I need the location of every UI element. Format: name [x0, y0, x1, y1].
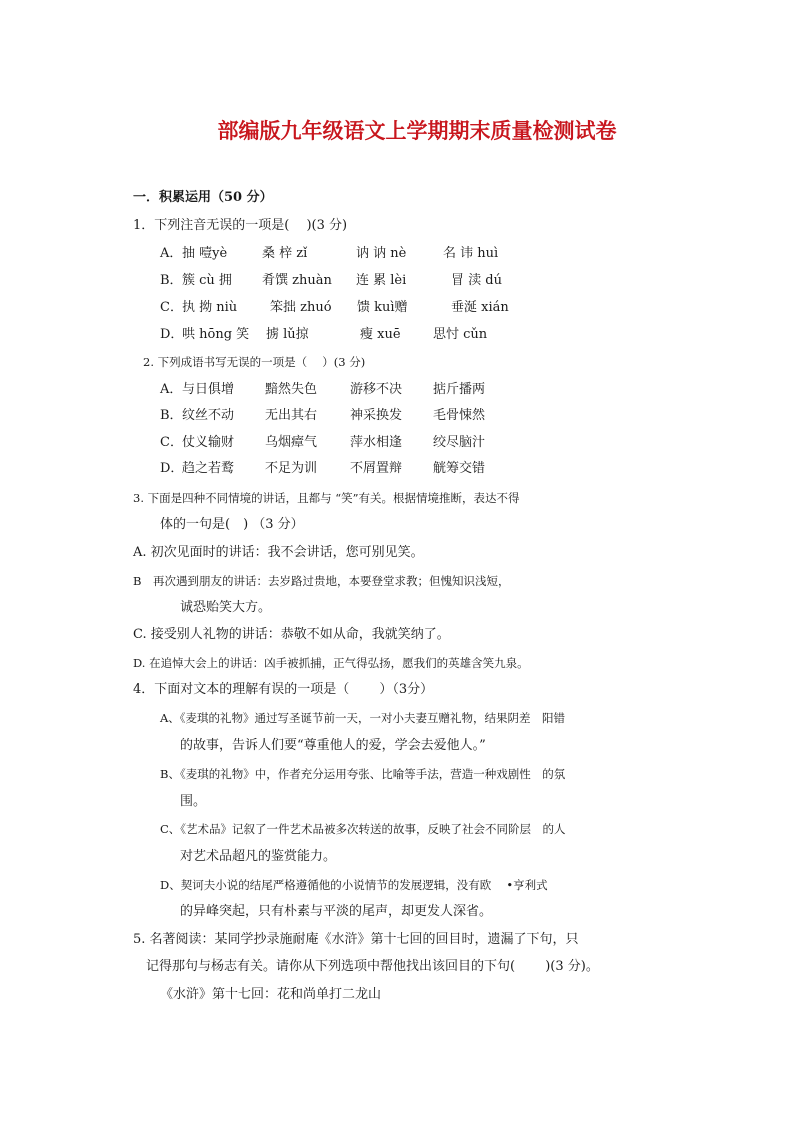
option-label: D．: [160, 327, 184, 342]
option-item: 抽 噎yè: [182, 246, 228, 261]
option-item: 绞尽脑汁: [433, 435, 486, 450]
question-1-stem: 1．下列注音无误的一项是( )(3 分): [133, 218, 348, 233]
question-3-option-a: A. 初次见面时的讲话：我不会讲话，您可别见笑。: [133, 545, 424, 560]
option-item: 连 累 lèi: [356, 273, 407, 288]
option-item: 瘦 xuē: [360, 327, 401, 342]
question-4-option-a-cont: 的故事，告诉人们要“尊重他人的爱，学会去爱他人。”: [180, 738, 486, 753]
question-4-option-c: C、《艺术品》记叙了一件艺术品被多次转送的故事，反映了社会不同阶层 的人: [160, 822, 566, 836]
question-3-stem: 3. 下面是四种不同情境的讲话，且都与 “笑”有关。根据情境推断，表达不得: [133, 491, 520, 505]
question-3-stem-cont: 体的一句是( ) （3 分）: [160, 517, 304, 532]
question-5-chapter-line: 《水浒》第十七回：花和尚单打二龙山: [160, 987, 382, 1002]
question-4-option-c-cont: 对艺术品超凡的鉴赏能力。: [180, 849, 337, 864]
option-label: B．: [160, 408, 183, 423]
option-item: 讷 讷 nè: [356, 246, 407, 261]
option-label: D．: [160, 461, 184, 476]
question-4-stem: 4．下面对文本的理解有误的一项是（ ）（3分）: [133, 682, 434, 697]
option-item: 掳 lǔ掠: [266, 327, 309, 342]
page-title: 部编版九年级语文上学期期末质量检测试卷: [217, 119, 617, 143]
question-3-option-b-cont: 诚恐贻笑大方。: [180, 600, 272, 615]
option-item: 神采换发: [350, 408, 403, 423]
option-item: 不足为训: [265, 461, 318, 476]
option-item: 冒 渎 dú: [451, 273, 502, 288]
option-item: 执 拗 niù: [182, 300, 238, 315]
option-item: 黯然失色: [265, 382, 318, 397]
question-3-option-b: B 再次遇到朋友的讲话：去岁路过贵地，本要登堂求教；但愧知识浅短，: [133, 574, 510, 588]
option-label: B．: [160, 273, 183, 288]
option-item: 掂斤播两: [433, 382, 486, 397]
option-label: A．: [160, 246, 183, 261]
option-label: A．: [160, 382, 183, 397]
option-item: 与日俱增: [182, 382, 235, 397]
option-item: 桑 梓 zǐ: [262, 246, 308, 261]
option-item: 肴馔 zhuàn: [262, 273, 332, 288]
option-item: 思忖 cǔn: [433, 327, 488, 342]
option-item: 簇 cù 拥: [182, 273, 232, 288]
option-item: 哄 hōng 笑: [182, 327, 250, 342]
option-item: 纹丝不动: [182, 408, 235, 423]
question-5-stem: 5. 名著阅读：某同学抄录施耐庵《水浒》第十七回的回目时，遗漏了下句，只: [133, 932, 579, 947]
question-4-option-d-cont: 的异峰突起，只有朴素与平淡的尾声，却更发人深省。: [180, 904, 493, 919]
question-3-option-c: C. 接受别人礼物的讲话：恭敬不如从命，我就笑纳了。: [133, 627, 450, 642]
option-label: C．: [160, 300, 183, 315]
option-item: 毛骨悚然: [433, 408, 486, 423]
section-heading: 一．积累运用（50 分）: [133, 190, 273, 205]
option-item: 游移不决: [350, 382, 403, 397]
option-item: 萍水相逢: [350, 435, 403, 450]
option-item: 仗义输财: [182, 435, 235, 450]
question-2-stem: 2. 下列成语书写无误的一项是（ ）(3 分): [143, 355, 366, 369]
option-item: 名 讳 huì: [443, 246, 499, 261]
option-item: 馈 kuì赠: [357, 300, 408, 315]
question-4-option-b-cont: 围。: [180, 794, 207, 809]
option-item: 笨拙 zhuó: [270, 300, 332, 315]
option-item: 乌烟瘴气: [265, 435, 318, 450]
question-4-option-a: A、《麦琪的礼物》通过写圣诞节前一天，一对小夫妻互赠礼物，结果阴差 阳错: [160, 711, 566, 725]
question-5-stem-cont: 记得那句与杨志有关。请你从下列选项中帮他找出该回目的下句( )(3 分)。: [146, 959, 599, 974]
option-item: 不屑置辩: [350, 461, 403, 476]
question-3-option-d: D. 在追悼大会上的讲话：凶手被抓捕，正气得弘扬，愿我们的英雄含笑九泉。: [133, 656, 529, 670]
option-item: 无出其右: [265, 408, 318, 423]
question-4-option-d: D、契诃夫小说的结尾严格遵循他的小说情节的发展逻辑，没有欧 •亨利式: [160, 878, 548, 892]
option-item: 垂涎 xián: [451, 300, 509, 315]
option-item: 趋之若鹜: [182, 461, 235, 476]
option-label: C．: [160, 435, 183, 450]
option-item: 觥筹交错: [433, 461, 486, 476]
question-4-option-b: B、《麦琪的礼物》中，作者充分运用夸张、比喻等手法，营造一种戏剧性 的氛: [160, 767, 566, 781]
